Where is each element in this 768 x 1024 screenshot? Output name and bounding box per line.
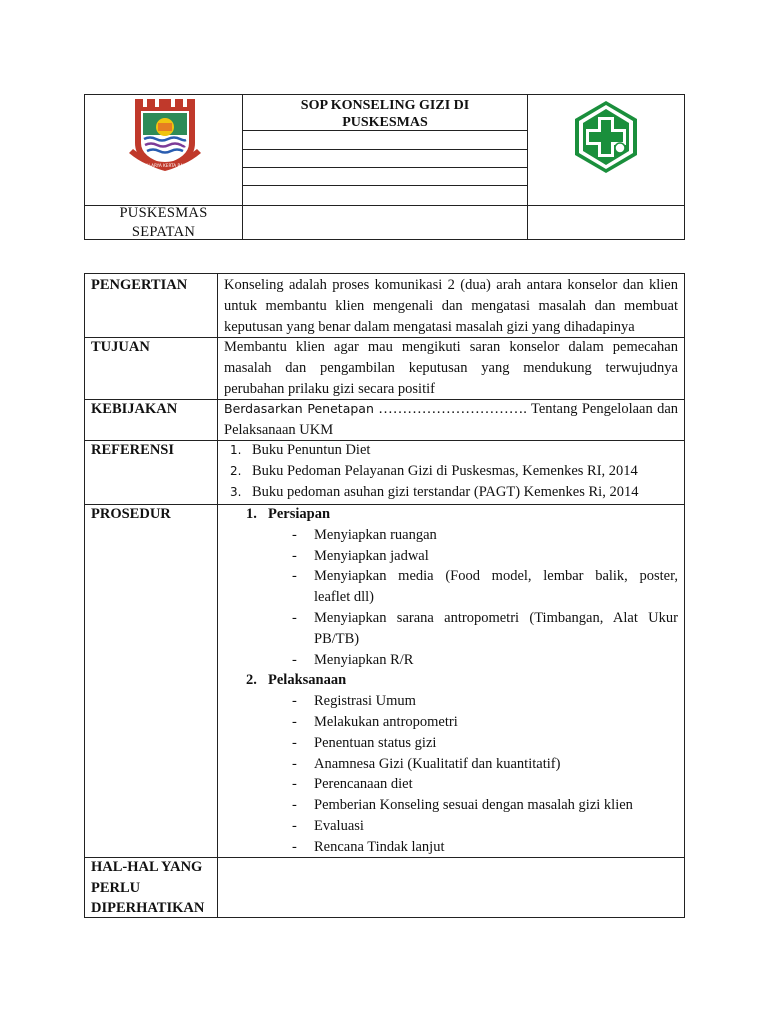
list-text: Buku Pedoman Pelayanan Gizi di Puskesmas, Kemenkes RI, 2014 xyxy=(252,462,638,479)
step-text: Perencanaan diet xyxy=(314,776,413,793)
list-item: - Menyiapkan media (Food model, lembar balik, poster, leaflet dll) xyxy=(224,566,678,608)
section-number: 1. xyxy=(246,506,257,522)
section-persiapan xyxy=(224,504,678,525)
step-text-continued: PB/TB) xyxy=(314,630,360,647)
list-item: - Pemberian Konseling sesuai dengan masalah gizi klien xyxy=(292,797,633,814)
step-text: Menyiapkan R/R xyxy=(314,651,414,668)
list-item xyxy=(224,440,678,461)
list-text: Buku Penuntun Diet xyxy=(252,442,371,458)
sop-title-line2: PUSKESMAS xyxy=(342,115,428,130)
list-item: - Rencana Tindak lanjut xyxy=(292,838,445,855)
list-item: - Menyiapkan sarana antropometri (Timbangan, Alat Ukur PB/TB) xyxy=(224,608,678,650)
list-number: 2. xyxy=(230,463,242,478)
list-item: - Perencanaan diet xyxy=(292,776,413,793)
section-number: 2. xyxy=(246,672,257,689)
section-title: Persiapan xyxy=(268,506,331,522)
regency-emblem-icon xyxy=(125,97,205,177)
pengertian-line1: Konseling adalah proses komunikasi 2 (dua) arah antara konselor dan klien xyxy=(224,277,678,293)
list-item xyxy=(224,482,678,503)
step-text: Menyiapkan sarana antropometri (Timbangan, Alat Ukur xyxy=(314,609,678,626)
kebijakan-line1-part2: …………………………. Tentang Pengelolaan dan xyxy=(378,401,679,417)
section-title: Pelaksanaan xyxy=(268,672,347,689)
pengertian-line2: untuk membantu klien mengenali dan mengatasi masalah dan membuat xyxy=(224,297,678,314)
list-number: 3. xyxy=(230,484,242,499)
tujuan-text xyxy=(224,337,678,399)
hal-hal-line3: DIPERHATIKAN xyxy=(91,900,205,916)
list-item: - Melakukan antropometri xyxy=(292,713,458,730)
tujuan-line2: masalah dan pengambilan keputusan yang mendukung terwujudnya xyxy=(224,359,678,376)
prosedur-list xyxy=(224,504,678,858)
sop-content-table xyxy=(84,273,685,918)
kebijakan-text xyxy=(224,399,678,441)
list-item: - Menyiapkan ruangan xyxy=(292,526,437,543)
label-kebijakan: KEBIJAKAN xyxy=(91,401,178,417)
label-pengertian: PENGERTIAN xyxy=(91,277,188,293)
label-hal-hal xyxy=(91,857,204,919)
tujuan-line1: Membantu klien agar mau mengikuti saran konselor dalam pemecahan xyxy=(224,339,678,355)
list-item: - Anamnesa Gizi (Kualitatif dan kuantitatif) xyxy=(292,755,561,772)
kebijakan-line2: Pelaksanaan UKM xyxy=(224,421,334,438)
list-item: - Penentuan status gizi xyxy=(292,734,437,751)
step-text: Menyiapkan jadwal xyxy=(314,547,429,564)
referensi-list xyxy=(224,440,678,502)
hal-hal-line1: HAL-HAL YANG xyxy=(91,859,203,875)
sop-title xyxy=(243,97,527,131)
tujuan-line3: perubahan prilaku gizi secara positif xyxy=(224,380,435,397)
list-text: Buku pedoman asuhan gizi terstandar (PAGT) Kemenkes Ri, 2014 xyxy=(252,483,639,500)
step-text: Anamnesa Gizi (Kualitatif dan kuantitatif) xyxy=(314,755,561,772)
institution-line2: SEPATAN xyxy=(131,224,196,240)
hal-hal-line2: PERLU xyxy=(91,879,141,896)
sop-title-line1: SOP KONSELING GIZI DI xyxy=(300,98,470,113)
step-text: Penentuan status gizi xyxy=(314,734,437,751)
step-text: Menyiapkan media (Food model, lembar balik, poster, xyxy=(314,568,678,585)
step-text: Menyiapkan ruangan xyxy=(314,526,437,543)
institution-name xyxy=(85,204,242,242)
pengertian-line3: keputusan yang benar dalam mengatasi masalah gizi yang dihadapinya xyxy=(224,318,635,335)
label-tujuan: TUJUAN xyxy=(91,339,150,355)
step-text: Evaluasi xyxy=(314,817,364,834)
step-text-continued: leaflet dll) xyxy=(314,589,374,606)
list-item: - Registrasi Umum xyxy=(292,693,416,710)
list-item: - Evaluasi xyxy=(292,817,364,834)
list-item: - Menyiapkan R/R xyxy=(292,651,414,668)
label-referensi: REFERENSI xyxy=(91,442,174,458)
list-number: 1. xyxy=(230,443,242,457)
pengertian-text xyxy=(224,275,678,337)
step-text: Pemberian Konseling sesuai dengan masalah gizi klien xyxy=(314,797,633,814)
header-table xyxy=(84,94,685,240)
kebijakan-line1-part1: Berdasarkan Penetapan xyxy=(224,401,374,416)
list-item xyxy=(224,461,678,482)
section-pelaksanaan xyxy=(224,670,678,691)
list-item: - Menyiapkan jadwal xyxy=(292,547,429,564)
puskesmas-logo-icon xyxy=(571,99,641,175)
step-text: Rencana Tindak lanjut xyxy=(314,838,445,855)
label-prosedur: PROSEDUR xyxy=(91,506,171,522)
emblem-motto: BAY LAI ARYA KERTA RAHARJA xyxy=(133,163,197,168)
institution-line1: PUSKESMAS xyxy=(119,205,208,221)
step-text: Registrasi Umum xyxy=(314,693,416,710)
step-text: Melakukan antropometri xyxy=(314,713,458,730)
